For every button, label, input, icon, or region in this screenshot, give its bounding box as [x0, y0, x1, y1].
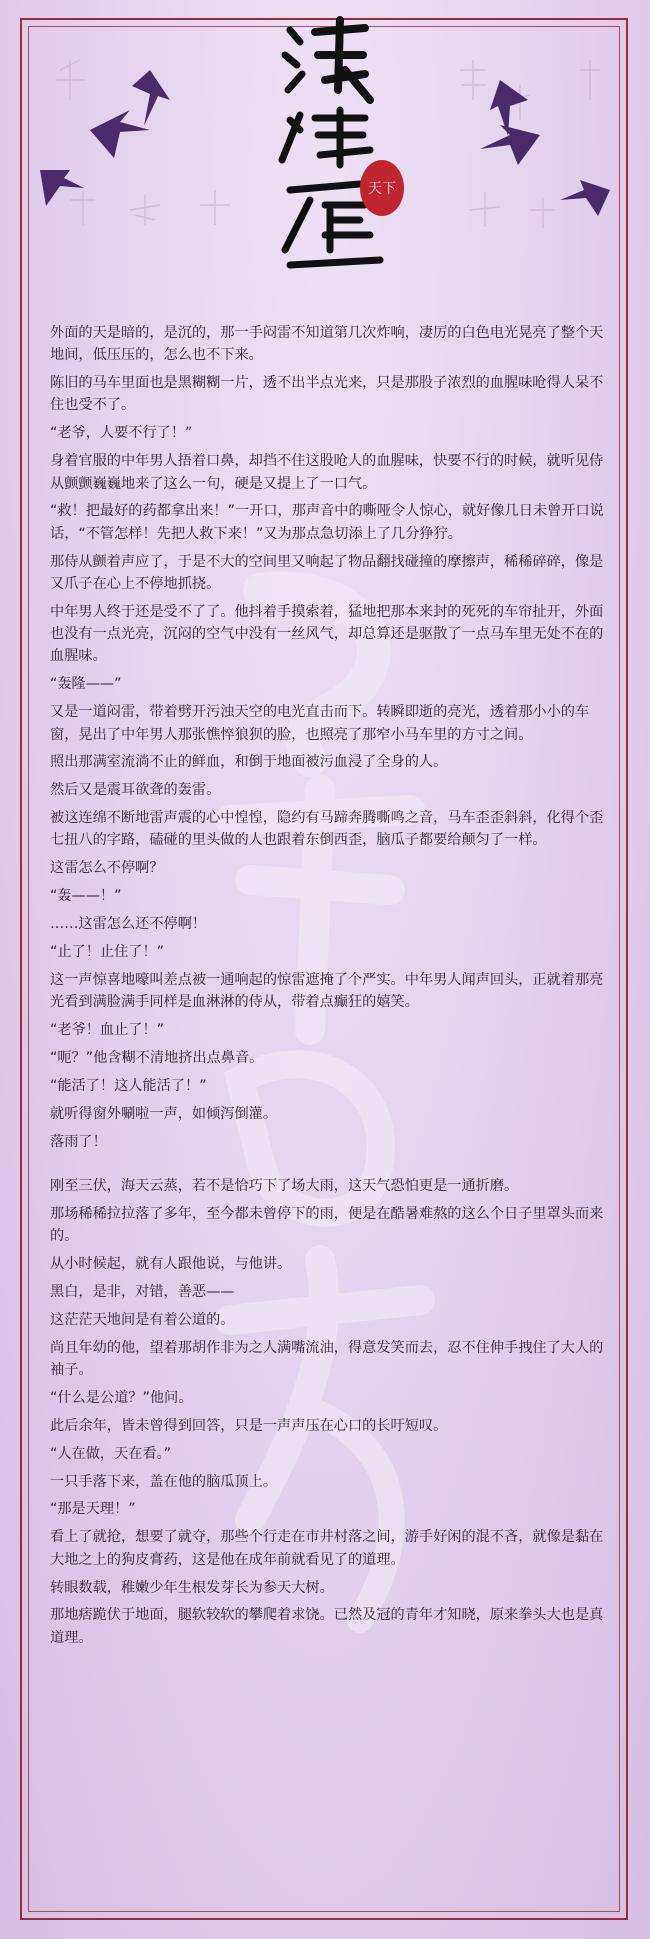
paragraph: 一只手落下来，盖在他的脑瓜顶上。	[50, 1473, 278, 1490]
paragraph: 那侍从颤着声应了，于是不大的空间里又响起了物品翻找碰撞的摩擦声，稀稀碎碎，像是又爪子在心上不停地抓挠。	[50, 553, 604, 592]
paragraph: 尚且年幼的他，望着那胡作非为之人满嘴流油，得意发笑而去，忍不住伸手拽住了大人的袖子。	[50, 1339, 604, 1379]
paragraph: ……这雷怎么还不停啊！	[50, 916, 207, 933]
title-calligraphy-art	[270, 10, 390, 280]
red-seal-stamp	[360, 160, 404, 216]
story-text	[50, 322, 605, 1655]
paragraph: “呃？”他含糊不清地挤出点鼻音。	[50, 1050, 264, 1066]
swallow-icon	[90, 110, 150, 158]
paragraph: 又是一道闷雷，带着劈开污浊天空的电光直击而下。转瞬即逝的亮光，透着那小小的车窗，晃出了中年男人那张憔悴狼狈的脸，也照亮了那窄小马车里的方寸之间。	[50, 704, 590, 743]
paragraph: 身着官服的中年男人捂着口鼻，却挡不住这股呛人的血腥味，快要不行的时候，就听见侍从颤颤巍巍地来了这么一句，硬是又提上了一口气。	[50, 453, 604, 492]
swallow-icon	[560, 180, 610, 216]
paragraph: 照出那满室流淌不止的鲜血，和倒于地面被污血浸了全身的人。	[50, 754, 448, 771]
seal-text: 天下	[368, 181, 396, 197]
paragraph: 被这连绵不断地雷声震的心中惶惶，隐约有马蹄奔腾嘶鸣之音，马车歪歪斜斜，化得个歪七扭八的字路，磕碰的里头做的人也跟着东倒西歪，脑瓜子都要给颠匀了一样。	[50, 810, 604, 849]
paragraph: 看上了就抢，想要了就夺，那些个行走在市井村落之间，游手好闲的混不吝，就像是黏在大地之上的狗皮膏药，这是他在成年前就看见了的道理。	[50, 1529, 604, 1568]
paragraph: “止了！止住了！”	[50, 944, 165, 961]
paragraph: 刚至三伏，海天云蒸，若不是恰巧下了场大雨，这天气恐怕更是一通折磨。	[50, 1177, 519, 1194]
paragraph: 这茫茫天地间是有着公道的。	[50, 1311, 235, 1328]
swallow-icon	[480, 125, 540, 165]
paragraph: “能活了！这人能活了！”	[50, 1077, 207, 1094]
paragraph: 从小时候起，就有人跟他说，与他讲。	[50, 1256, 292, 1273]
paragraph: “老爷！血止了！”	[50, 1022, 165, 1039]
paragraph: “老爷，人要不行了！”	[50, 425, 193, 442]
paragraph: 这雷怎么不停啊？	[50, 860, 164, 877]
paragraph: “人在做，天在看。”	[50, 1445, 172, 1462]
paragraph: 中年男人终于还是受不了了。他抖着手摸索着，猛地把那本来封的死死的车帘扯开，外面也没有一点光亮，沉闷的空气中没有一丝风气，却总算还是驱散了一点马车里无处不在的血腥味。	[50, 603, 604, 665]
paragraph: 那地痞跪伏于地面，腿软较软的攀爬着求饶。已然及冠的青年才知晓，原来拳头大也是真道理。	[50, 1607, 604, 1646]
paragraph: 黑白，是非，对错，善恶——	[50, 1283, 235, 1300]
paragraph: 转眼数载，稚嫩少年生根发芽长为参天大树。	[50, 1579, 334, 1596]
swallow-icon	[132, 70, 170, 126]
paragraph: 此后余年，皆未曾得到回答，只是一声声压在心口的长吁短叹。	[50, 1417, 448, 1434]
paragraph: “什么是公道？”他问。	[50, 1389, 193, 1406]
paragraph: “那是天理！”	[50, 1501, 136, 1518]
paragraph: 陈旧的马车里面也是黑糊糊一片，透不出半点光来，只是那股子浓烈的血腥味呛得人呆不住也受不了。	[50, 375, 604, 414]
paragraph: 那场稀稀拉拉落了多年，至今都未曾停下的雨，便是在酷暑难熬的这么个日子里罩头而来的。	[50, 1205, 604, 1245]
paragraph: 落雨了！	[50, 1133, 107, 1150]
paragraph: 外面的天是暗的，是沉的，那一手闷雷不知道第几次炸响，凄厉的白色电光晃亮了整个天地间，低压压的，怎么也不下来。	[50, 325, 604, 364]
paragraph: “轰——！”	[50, 888, 122, 905]
paragraph: 然后又是震耳欲聋的轰雷。	[50, 782, 221, 799]
paragraph: “救！把最好的药都拿出来！”一开口，那声音中的嘶哑令人惊心，就好像几日未曾开口说话，“不管怎样！先把人救下来！”又为那点急切添上了几分狰狞。	[50, 503, 604, 542]
paragraph: “轰隆——”	[50, 676, 122, 693]
paragraph: 就听得窗外唰啦一声，如倾泻倒灌。	[50, 1105, 278, 1122]
paragraph: 这一声惊喜地嚎叫差点被一通响起的惊雷遮掩了个严实。中年男人闻声回头，正就着那亮光看到满脸满手同样是血淋淋的侍从，带着点癫狂的嬉笑。	[50, 971, 604, 1011]
